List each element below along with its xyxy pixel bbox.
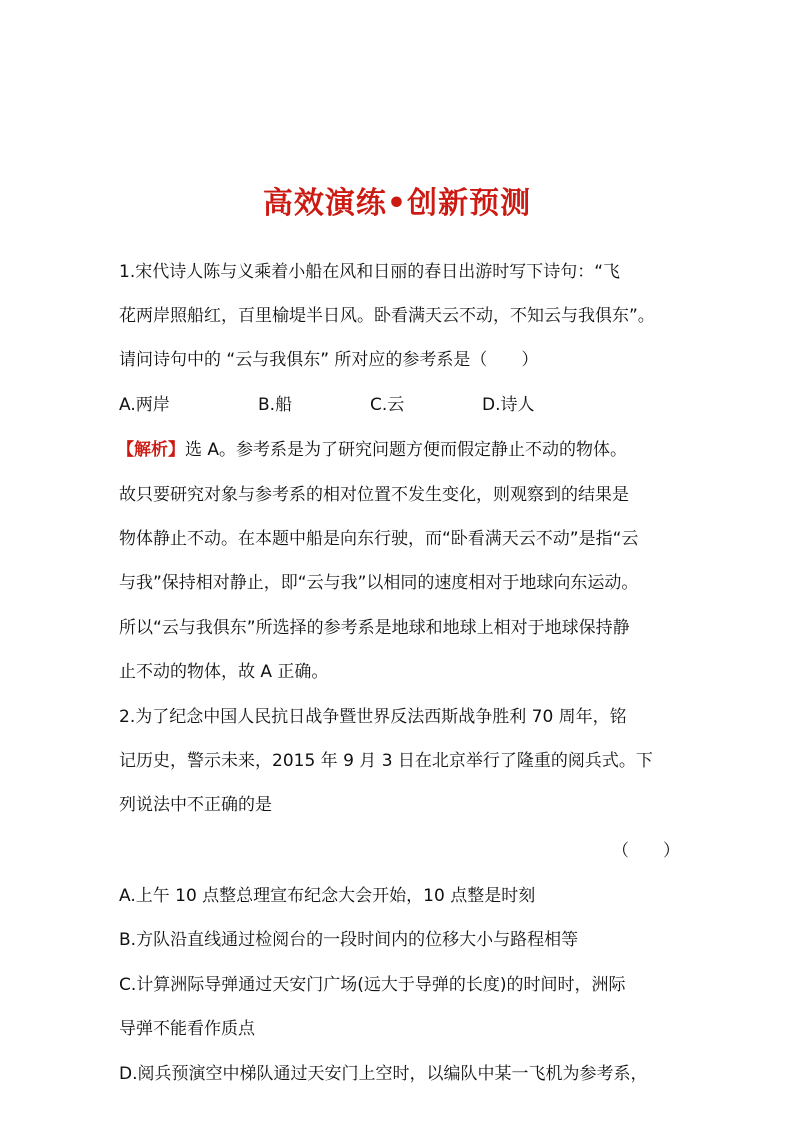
q2-line-3: 列说法中不正确的是	[119, 795, 272, 815]
q1-line-3: 请问诗句中的 “云与我俱东” 所对应的参考系是（ ）	[119, 350, 539, 370]
analysis-line-1-text: 选 A。参考系是为了研究问题方便而假定静止不动的物体。	[185, 440, 628, 460]
q2-option-b: B.方队沿直线通过检阅台的一段时间内的位移大小与路程相等	[119, 930, 579, 950]
page-title: 高效演练•创新预测	[262, 186, 532, 221]
q2-line-2: 记历史，警示未来，2015 年 9 月 3 日在北京举行了隆重的阅兵式。下	[119, 751, 653, 771]
q1-option-c: C.云	[370, 395, 405, 415]
analysis-line-1	[117, 438, 627, 462]
analysis-tag: 【解析】	[117, 440, 185, 460]
analysis-line-6: 止不动的物体，故 A 正确。	[119, 662, 329, 682]
q1-option-a: A.两岸	[119, 395, 170, 415]
q2-option-c: C.计算洲际导弹通过天安门广场(远大于导弹的长度)的时间时，洲际	[119, 975, 626, 995]
q2-option-c-cont: 导弹不能看作质点	[119, 1019, 255, 1039]
q1-line-2: 花两岸照船红，百里榆堤半日风。卧看满天云不动，不知云与我俱东”。	[119, 306, 655, 326]
analysis-line-4: 与我”保持相对静止，即“云与我”以相同的速度相对于地球向东运动。	[119, 573, 639, 593]
q2-answer-bracket: （ ）	[612, 841, 680, 861]
analysis-line-2: 故只要研究对象与参考系的相对位置不发生变化，则观察到的结果是	[119, 485, 629, 505]
analysis-line-5: 所以“云与我俱东”所选择的参考系是地球和地球上相对于地球保持静	[119, 618, 630, 638]
q1-option-d: D.诗人	[482, 395, 535, 415]
q2-line-1: 2.为了纪念中国人民抗日战争暨世界反法西斯战争胜利 70 周年，铭	[119, 707, 627, 727]
q1-line-1: 1.宋代诗人陈与义乘着小船在风和日丽的春日出游时写下诗句：“飞	[119, 262, 621, 282]
q2-option-a: A.上午 10 点整总理宣布纪念大会开始，10 点整是时刻	[119, 886, 536, 906]
analysis-line-3: 物体静止不动。在本题中船是向东行驶，而“卧看满天云不动”是指“云	[119, 529, 639, 549]
q1-option-b: B.船	[258, 395, 293, 415]
q2-option-d: D.阅兵预演空中梯队通过天安门上空时，以编队中某一飞机为参考系，	[119, 1064, 648, 1084]
